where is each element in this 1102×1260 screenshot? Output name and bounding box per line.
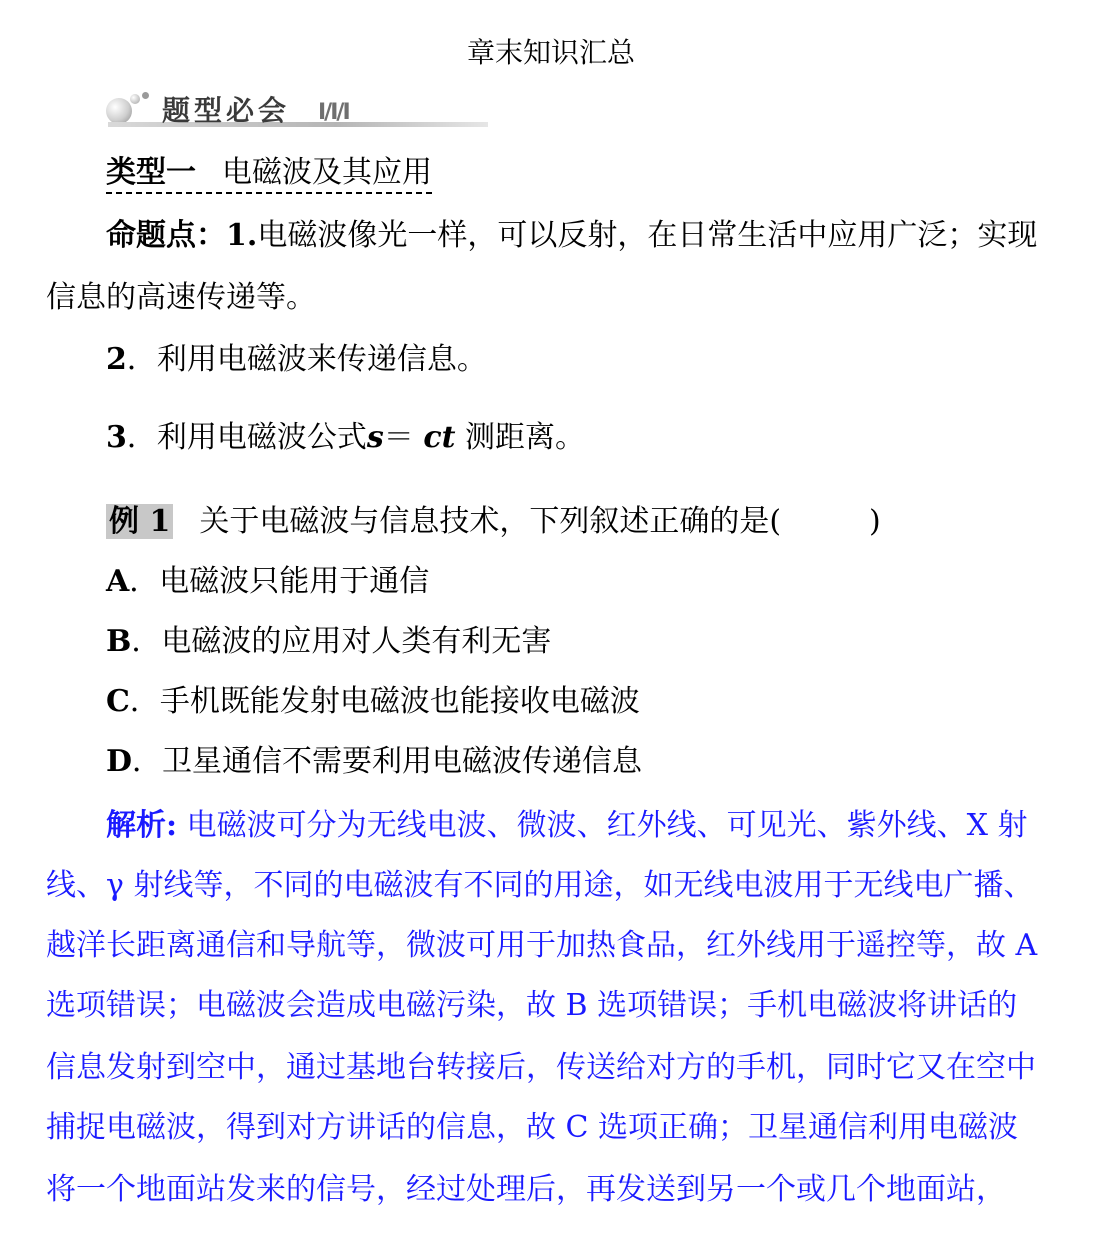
point-3-text: ．利用电磁波公式: [126, 420, 367, 455]
point-2-text: ．利用电磁波来传递信息。: [126, 342, 487, 377]
option-b-letter: B: [106, 624, 132, 659]
option-b-text: ．电磁波的应用对人类有利无害: [131, 624, 552, 659]
option-d: [106, 742, 642, 782]
type-label: 类型一: [106, 155, 196, 190]
formula-ct: ct: [423, 420, 456, 455]
example-question: [106, 502, 881, 542]
analysis-text-1: 电磁波可分为无线电波、微波、红外线、可见光、紫外线、X 射: [177, 808, 1028, 843]
banner-dot-icon: [130, 94, 140, 104]
banner-decoration: I/I/I: [318, 100, 349, 125]
analysis-line-1: [106, 806, 1028, 846]
formula-equals: ＝: [383, 420, 424, 455]
option-d-letter: D: [106, 744, 133, 779]
point-1-text: 电磁波像光一样，可以反射，在日常生活中应用广泛；实现: [257, 218, 1038, 253]
option-a-letter: A: [106, 564, 130, 599]
point-1-number: 1.: [226, 218, 258, 253]
banner-small-dot-icon: [142, 92, 149, 99]
point-2-number: 2: [106, 342, 127, 377]
option-a-text: ．电磁波只能用于通信: [129, 564, 430, 599]
question-text: 关于电磁波与信息技术，下列叙述正确的是(: [199, 504, 782, 539]
point-2: [106, 340, 487, 380]
type-title: 电磁波及其应用: [222, 155, 432, 190]
formula-s: s: [366, 420, 384, 455]
option-b: [106, 622, 551, 662]
point-3-text-end: 测距离。: [455, 420, 585, 455]
analysis-line-4: 选项错误；电磁波会造成电磁污染，故 B 选项错误；手机电磁波将讲话的: [46, 988, 1018, 1023]
document-title: 章末知识汇总: [466, 36, 635, 69]
point-3: [106, 418, 585, 458]
point-1-line-2: 信息的高速传递等。: [46, 280, 316, 315]
analysis-line-3: 越洋长距离通信和导航等，微波可用于加热食品，红外线用于遥控等，故 A: [46, 928, 1038, 963]
example-label: 例 1: [106, 504, 173, 539]
point-3-number: 3: [106, 420, 127, 455]
banner-sphere-icon: [106, 98, 132, 124]
option-c-text: ．手机既能发射电磁波也能接收电磁波: [129, 684, 640, 719]
analysis-line-6: 捕捉电磁波，得到对方讲话的信息，故 C 选项正确；卫星通信利用电磁波: [46, 1110, 1019, 1145]
analysis-line-5: 信息发射到空中，通过基地台转接后，传送给对方的手机，同时它又在空中: [46, 1050, 1036, 1085]
option-c: [106, 682, 640, 722]
option-d-text: ．卫星通信不需要利用电磁波传递信息: [132, 744, 643, 779]
banner-label: 题型必会: [162, 94, 291, 127]
analysis-line-7: 将一个地面站发来的信号，经过处理后，再发送到另一个或几个地面站，: [46, 1172, 1006, 1207]
option-c-letter: C: [106, 684, 130, 719]
type-heading: [106, 154, 432, 194]
analysis-line-2: 线、γ 射线等，不同的电磁波有不同的用途，如无线电波用于无线电广播、: [46, 868, 1034, 903]
point-1-line-1: [106, 216, 1037, 256]
points-prefix: 命题点：: [106, 218, 226, 253]
answer-blank-close: ): [869, 504, 881, 539]
analysis-label: 解析:: [106, 808, 178, 843]
section-banner: [106, 92, 416, 136]
option-a: [106, 562, 429, 602]
